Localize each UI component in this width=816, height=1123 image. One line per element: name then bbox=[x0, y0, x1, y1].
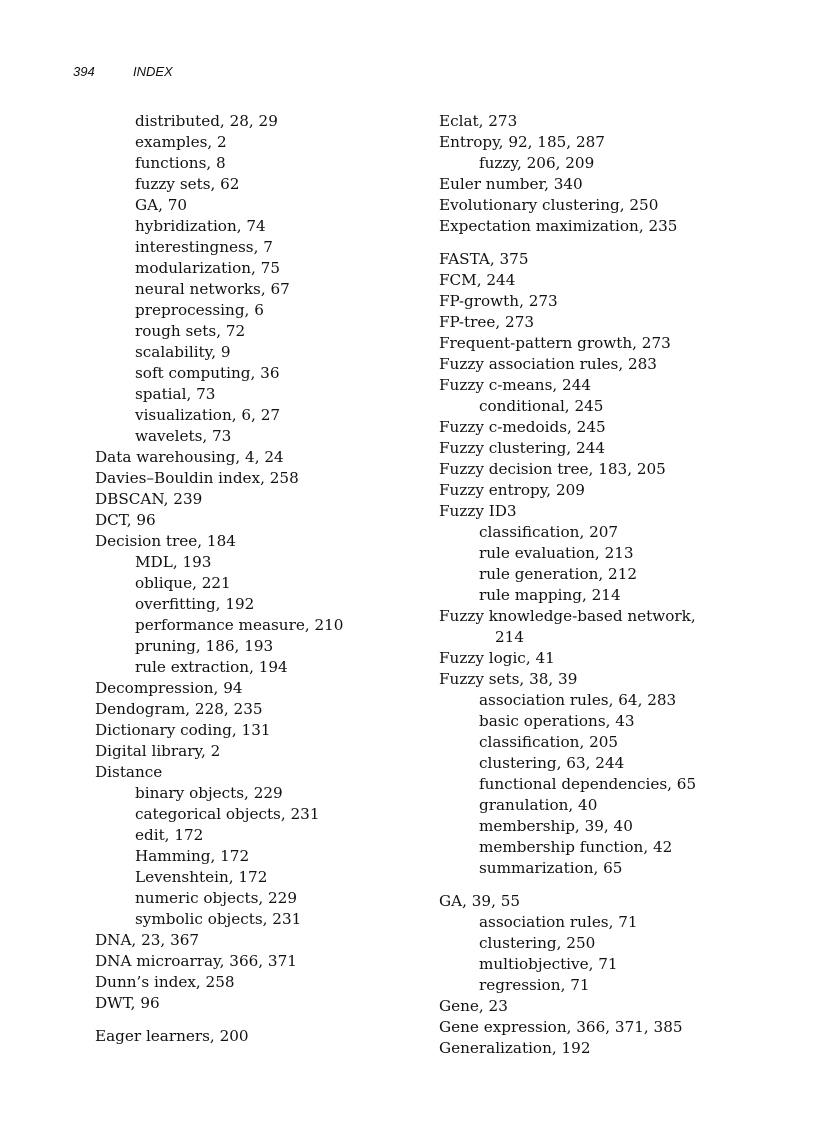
index-subentry: modularization, 75 bbox=[135, 259, 281, 277]
index-entry: Frequent-pattern growth, 273 bbox=[439, 334, 671, 352]
index-subentry: membership function, 42 bbox=[479, 838, 673, 856]
index-entry: FASTA, 375 bbox=[439, 250, 529, 268]
index-column-left bbox=[95, 111, 425, 1047]
index-entry: Entropy, 92, 185, 287 bbox=[439, 133, 605, 151]
index-subentry: fuzzy, 206, 209 bbox=[479, 154, 595, 172]
index-entry: Fuzzy logic, 41 bbox=[439, 649, 555, 667]
index-subentry: neural networks, 67 bbox=[135, 280, 290, 298]
index-subentry: regression, 71 bbox=[479, 976, 590, 994]
index-entry: DNA microarray, 366, 371 bbox=[95, 952, 297, 970]
index-entry: Fuzzy entropy, 209 bbox=[439, 481, 585, 499]
index-entry: FP-growth, 273 bbox=[439, 292, 558, 310]
index-subentry: association rules, 71 bbox=[479, 913, 638, 931]
index-entry: Evolutionary clustering, 250 bbox=[439, 196, 659, 214]
index-entry: Dictionary coding, 131 bbox=[95, 721, 271, 739]
section-title: INDEX bbox=[133, 64, 173, 79]
index-entry: Expectation maximization, 235 bbox=[439, 217, 678, 235]
index-subentry: categorical objects, 231 bbox=[135, 805, 320, 823]
index-entry: Digital library, 2 bbox=[95, 742, 221, 760]
index-subentry: association rules, 64, 283 bbox=[479, 691, 677, 709]
index-subentry: basic operations, 43 bbox=[479, 712, 635, 730]
index-entry: DWT, 96 bbox=[95, 994, 160, 1012]
index-subentry: rule extraction, 194 bbox=[135, 658, 288, 676]
index-subentry: MDL, 193 bbox=[135, 553, 212, 571]
index-subentry: conditional, 245 bbox=[479, 397, 604, 415]
index-entry: DCT, 96 bbox=[95, 511, 156, 529]
index-subentry: oblique, 221 bbox=[135, 574, 231, 592]
index-entry: Distance bbox=[95, 763, 163, 781]
index-column-right bbox=[439, 111, 759, 1059]
index-entry: Fuzzy ID3 bbox=[439, 502, 517, 520]
index-subentry: numeric objects, 229 bbox=[135, 889, 298, 907]
index-entry: Fuzzy clustering, 244 bbox=[439, 439, 606, 457]
index-subentry: membership, 39, 40 bbox=[479, 817, 633, 835]
index-subentry: Levenshtein, 172 bbox=[135, 868, 268, 886]
index-subentry: classification, 205 bbox=[479, 733, 619, 751]
index-subentry: rule evaluation, 213 bbox=[479, 544, 634, 562]
index-subentry: wavelets, 73 bbox=[135, 427, 232, 445]
index-entry: Dendogram, 228, 235 bbox=[95, 700, 263, 718]
index-entry: Gene expression, 366, 371, 385 bbox=[439, 1018, 683, 1036]
index-entry: Decision tree, 184 bbox=[95, 532, 236, 550]
index-entry: Fuzzy decision tree, 183, 205 bbox=[439, 460, 666, 478]
index-subentry: overfitting, 192 bbox=[135, 595, 255, 613]
index-entry: FCM, 244 bbox=[439, 271, 516, 289]
index-subentry: symbolic objects, 231 bbox=[135, 910, 302, 928]
running-head bbox=[73, 64, 173, 79]
index-subentry: distributed, 28, 29 bbox=[135, 112, 278, 130]
index-entry: Fuzzy knowledge-based network, bbox=[439, 607, 696, 625]
index-subentry: soft computing, 36 bbox=[135, 364, 280, 382]
index-entry: Fuzzy c-means, 244 bbox=[439, 376, 592, 394]
index-subentry: fuzzy sets, 62 bbox=[135, 175, 240, 193]
index-entry: DBSCAN, 239 bbox=[95, 490, 203, 508]
index-subentry: functional dependencies, 65 bbox=[479, 775, 697, 793]
index-subentry: edit, 172 bbox=[135, 826, 204, 844]
index-entry-continuation: 214 bbox=[495, 628, 524, 646]
index-subentry: functions, 8 bbox=[135, 154, 226, 172]
index-subentry: examples, 2 bbox=[135, 133, 227, 151]
index-subentry: hybridization, 74 bbox=[135, 217, 266, 235]
index-entry: Fuzzy sets, 38, 39 bbox=[439, 670, 578, 688]
index-subentry: rule generation, 212 bbox=[479, 565, 638, 583]
index-entry: Eager learners, 200 bbox=[95, 1027, 249, 1045]
index-entry: DNA, 23, 367 bbox=[95, 931, 200, 949]
index-entry: Fuzzy association rules, 283 bbox=[439, 355, 657, 373]
letter-group-gap bbox=[439, 237, 759, 249]
index-subentry: classification, 207 bbox=[479, 523, 619, 541]
index-subentry: multiobjective, 71 bbox=[479, 955, 618, 973]
index-subentry: visualization, 6, 27 bbox=[135, 406, 281, 424]
index-entry: Generalization, 192 bbox=[439, 1039, 591, 1057]
index-subentry: granulation, 40 bbox=[479, 796, 598, 814]
index-subentry: performance measure, 210 bbox=[135, 616, 344, 634]
index-subentry: GA, 70 bbox=[135, 196, 188, 214]
index-entry: Euler number, 340 bbox=[439, 175, 583, 193]
index-subentry: preprocessing, 6 bbox=[135, 301, 264, 319]
index-subentry: rule mapping, 214 bbox=[479, 586, 621, 604]
page-number: 394 bbox=[73, 64, 95, 79]
index-subentry: binary objects, 229 bbox=[135, 784, 283, 802]
letter-group-gap bbox=[439, 879, 759, 891]
index-subentry: clustering, 250 bbox=[479, 934, 596, 952]
index-entry: Fuzzy c-medoids, 245 bbox=[439, 418, 606, 436]
index-entry: GA, 39, 55 bbox=[439, 892, 521, 910]
index-subentry: scalability, 9 bbox=[135, 343, 231, 361]
letter-group-gap bbox=[95, 1014, 425, 1026]
index-entry: Davies–Bouldin index, 258 bbox=[95, 469, 299, 487]
index-subentry: Hamming, 172 bbox=[135, 847, 250, 865]
index-subentry: rough sets, 72 bbox=[135, 322, 246, 340]
index-entry: Data warehousing, 4, 24 bbox=[95, 448, 284, 466]
index-entry: Decompression, 94 bbox=[95, 679, 243, 697]
index-entry: Dunn’s index, 258 bbox=[95, 973, 235, 991]
index-entry: Eclat, 273 bbox=[439, 112, 518, 130]
index-entry: Gene, 23 bbox=[439, 997, 508, 1015]
index-subentry: interestingness, 7 bbox=[135, 238, 273, 256]
index-subentry: clustering, 63, 244 bbox=[479, 754, 625, 772]
index-subentry: spatial, 73 bbox=[135, 385, 216, 403]
index-subentry: pruning, 186, 193 bbox=[135, 637, 274, 655]
index-subentry: summarization, 65 bbox=[479, 859, 623, 877]
index-entry: FP-tree, 273 bbox=[439, 313, 535, 331]
